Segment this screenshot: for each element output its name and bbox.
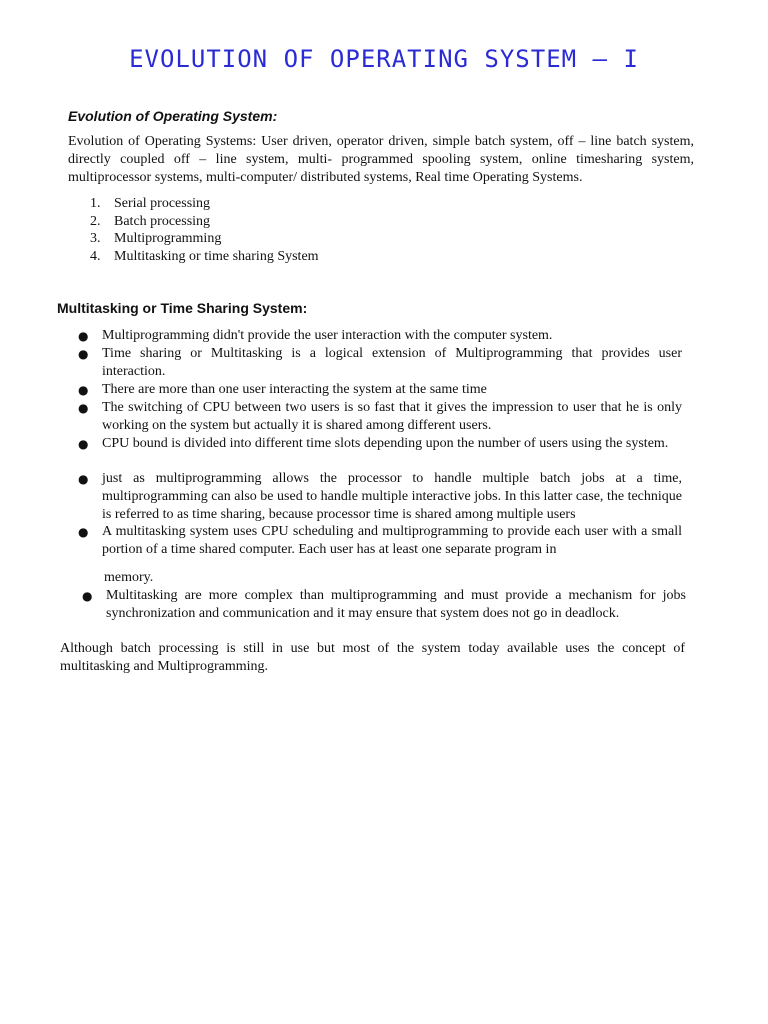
bullet-text: Time sharing or Multitasking is a logical extension of Multiprogramming that provides user interaction. <box>102 346 682 379</box>
list-item <box>68 213 468 231</box>
list-item-number: 4. <box>90 248 101 264</box>
bullet-icon: ● <box>78 383 89 397</box>
bullet-item <box>78 523 682 559</box>
bullet-item <box>78 381 682 399</box>
page-title: EVOLUTION OF OPERATING SYSTEM – I <box>129 45 639 73</box>
bullet-continuation-text: memory. <box>104 570 154 585</box>
bullet-text: Multitasking are more complex than multiprogramming and must provide a mechanism for jobs synchronization and communication and it may ensure that system does not go in deadlock. <box>106 588 686 621</box>
bullet-item <box>82 587 686 623</box>
section-heading-multitasking: Multitasking or Time Sharing System: <box>57 300 308 316</box>
list-item-text: Multitasking or time sharing System <box>114 248 319 264</box>
list-item-text: Multiprogramming <box>114 231 222 246</box>
bullet-text: There are more than one user interacting the system at the same time <box>102 382 487 397</box>
list-item-number: 3. <box>90 231 101 246</box>
list-item <box>68 248 468 266</box>
bullet-icon: ● <box>78 525 89 539</box>
section-heading-evolution: Evolution of Operating System: <box>68 108 278 124</box>
bullet-item <box>78 327 682 345</box>
bullet-text: A multitasking system uses CPU scheduling and multiprogramming to provide each user with a small portion of a time shared computer. Each user has at least one separate program in <box>102 524 682 557</box>
bullet-text: CPU bound is divided into different time slots depending upon the number of users using the system. <box>102 436 669 451</box>
list-item-number: 1. <box>90 196 101 211</box>
bullet-icon: ● <box>78 472 89 486</box>
bullet-icon: ● <box>78 347 89 361</box>
list-item <box>68 195 468 213</box>
bullet-text: just as multiprogramming allows the processor to handle multiple batch jobs at a time, multiprogramming can also be used to handle multiple interactive jobs. In this latter case, the technique is referred to as time sharing, because processor time is shared among multiple users <box>102 471 682 522</box>
bullet-item <box>78 345 682 381</box>
list-item <box>68 230 468 248</box>
bullet-text: The switching of CPU between two users is so fast that it gives the impression to user that he is only working on the system but actually it is shared among different users. <box>102 400 682 433</box>
bullet-item <box>78 435 682 453</box>
bullet-item <box>78 470 682 524</box>
bullet-icon: ● <box>78 329 89 343</box>
list-item-text: Batch processing <box>114 213 211 229</box>
bullet-icon: ● <box>82 589 93 603</box>
bullet-icon: ● <box>78 437 89 451</box>
bullet-icon: ● <box>78 401 89 415</box>
list-item-number: 2. <box>90 213 101 229</box>
processing-types-list <box>68 195 468 265</box>
list-item-text: Serial processing <box>114 196 211 211</box>
bullet-text: Multiprogramming didn't provide the user interaction with the computer system. <box>102 328 553 343</box>
evolution-paragraph: Evolution of Operating Systems: User driven, operator driven, simple batch system, off – line batch system, directly coupled off – line system, multi- programmed spooling system, online timesharing system, multiprocessor systems, multi-computer/ distributed systems, Real time Operating Systems. <box>68 134 694 185</box>
bullet-item <box>78 399 682 435</box>
closing-paragraph: Although batch processing is still in use but most of the system today available uses the concept of multitasking and Multiprogramming. <box>60 641 685 674</box>
